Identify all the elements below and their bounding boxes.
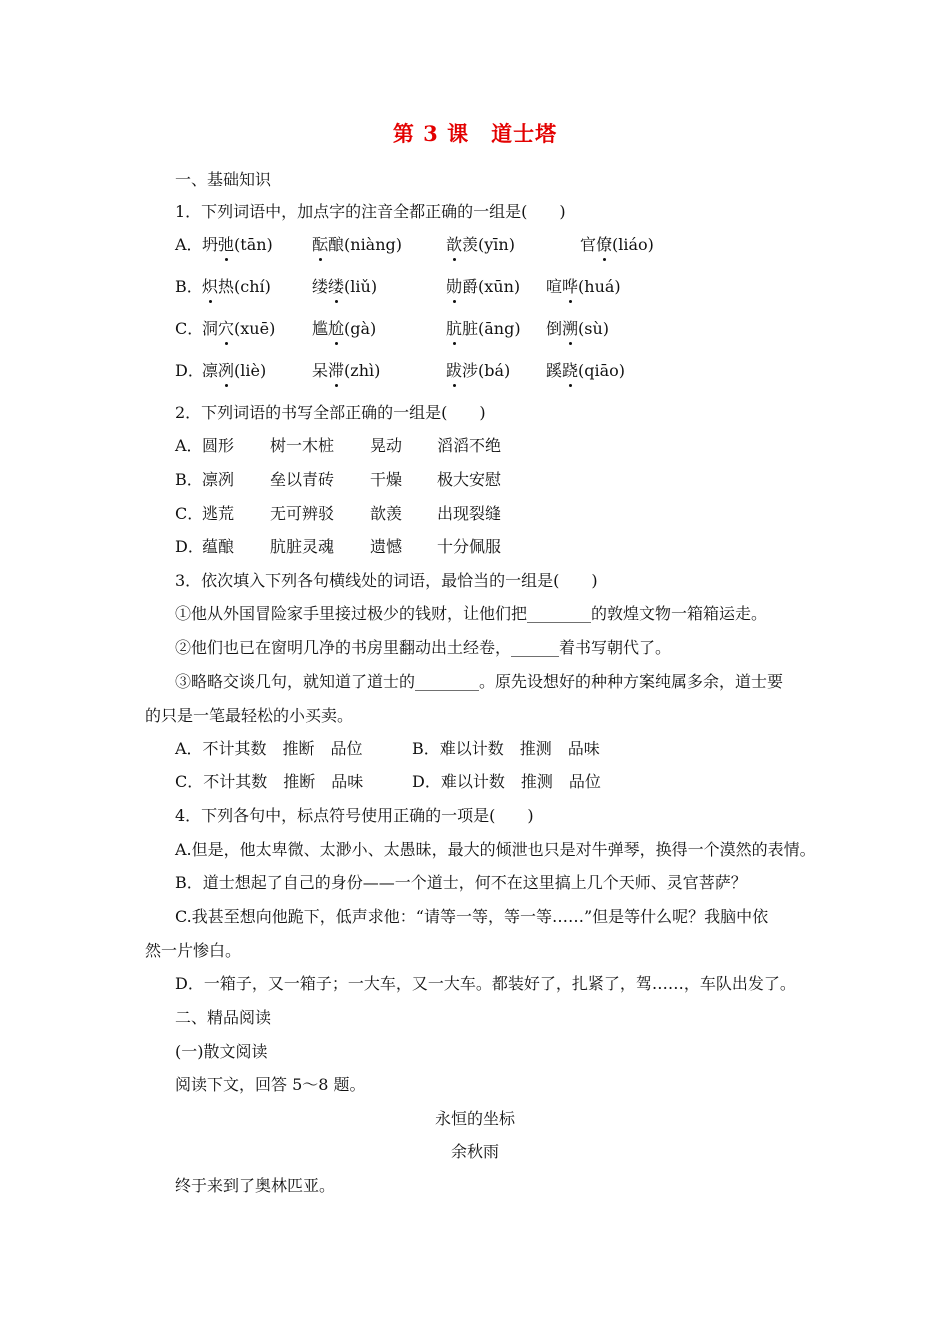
- word: 干燥: [370, 470, 403, 489]
- q3-sentence-3-cont: 的只是一笔最轻松的小买卖。: [145, 706, 354, 725]
- word: 凛冽(liè): [202, 361, 267, 380]
- q4-option-b: B．道士想起了自己的身份——一个道士，何不在这里搞上几个天师、灵官菩萨？: [175, 873, 747, 892]
- option-letter: D．: [175, 361, 204, 380]
- word: 坍弛(tān): [202, 235, 273, 254]
- word: 树一木桩: [270, 436, 335, 455]
- option-letter: B．: [175, 277, 203, 296]
- option-letter: B．: [175, 470, 203, 489]
- word: 歆羡: [370, 504, 403, 523]
- word: 滔滔不绝: [437, 436, 502, 455]
- q3-sentence-3: ③略略交谈几句，就知道了道士的________。原先设想好的种种方案纯属多余，道士要: [175, 672, 784, 691]
- word: 凛冽: [202, 470, 235, 489]
- option-letter: A．: [175, 235, 203, 254]
- q3-option-b: B．难以计数 推测 品味: [412, 739, 600, 758]
- word: 肮脏(āng): [446, 319, 521, 338]
- word: 洞穴(xuē): [202, 319, 276, 338]
- word: 十分佩服: [437, 537, 502, 556]
- reading-instruction: 阅读下文，回答 5～8 题。: [175, 1075, 366, 1094]
- option-letter: C．: [175, 319, 204, 338]
- word: 酝酿(niàng): [312, 235, 403, 254]
- word: 晃动: [370, 436, 403, 455]
- section-heading-reading: 二、精品阅读: [175, 1008, 272, 1027]
- essay-first-line: 终于来到了奥林匹亚。: [175, 1176, 336, 1195]
- word: 勋爵(xūn): [446, 277, 521, 296]
- option-letter: A．: [175, 436, 203, 455]
- word: 蕴酿: [202, 537, 235, 556]
- word: 肮脏灵魂: [270, 537, 335, 556]
- word: 喧哗(huá): [546, 277, 621, 296]
- word: 尴尬(gà): [312, 319, 377, 338]
- word: 呆滞(zhì): [312, 361, 381, 380]
- word: 圆形: [202, 436, 235, 455]
- q3-sentence-2: ②他们也已在窗明几净的书房里翻动出土经卷，______着书写朝代了。: [175, 638, 672, 657]
- essay-title: 永恒的坐标: [434, 1109, 515, 1128]
- word: 遗憾: [370, 537, 403, 556]
- q3-option-a: A．不计其数 推断 品位: [175, 739, 363, 758]
- word: 跋涉(bá): [446, 361, 511, 380]
- word: 官僚(liáo): [580, 235, 654, 254]
- word: 倒溯(sù): [546, 319, 610, 338]
- q4-option-c-cont: 然一片惨白。: [145, 941, 242, 960]
- q4-option-a: A.但是，他太卑微、太渺小、太愚昧，最大的倾泄也只是对牛弹琴，换得一个漠然的表情。: [175, 840, 816, 859]
- word: 垒以青砖: [270, 470, 335, 489]
- word: 极大安慰: [437, 470, 502, 489]
- option-letter: C．: [175, 504, 204, 523]
- question-4-stem: 4．下列各句中，标点符号使用正确的一项是( ): [175, 806, 534, 825]
- q3-sentence-1: ①他从外国冒险家手里接过极少的钱财，让他们把________的敦煌文物一箱箱运走。: [175, 604, 768, 623]
- word: 逃荒: [202, 504, 235, 523]
- option-letter: D．: [175, 537, 204, 556]
- q4-option-d: D．一箱子，又一箱子；一大车，又一大车。都装好了，扎紧了，驾……，车队出发了。: [175, 974, 796, 993]
- word: 无可辨驳: [270, 504, 335, 523]
- word: 蹊跷(qiāo): [546, 361, 626, 380]
- essay-author: 余秋雨: [450, 1142, 499, 1161]
- word: 缕缕(liǔ): [312, 277, 378, 296]
- question-2-stem: 2．下列词语的书写全部正确的一组是( ): [175, 403, 486, 422]
- q3-option-d: D．难以计数 推测 品位: [412, 772, 601, 791]
- word: 歆羡(yīn): [446, 235, 515, 254]
- q4-option-c: C.我甚至想向他跪下，低声求他：“请等一等，等一等……”但是等什么呢？我脑中依: [175, 907, 769, 926]
- page-title: 第 3 课 道士塔: [392, 121, 558, 146]
- q3-option-c: C．不计其数 推断 品味: [175, 772, 364, 791]
- section-heading-basics: 一、基础知识: [175, 170, 272, 189]
- subsection-prose: (一)散文阅读: [175, 1042, 268, 1061]
- word: 出现裂缝: [437, 504, 502, 523]
- question-1-stem: 1．下列词语中，加点字的注音全都正确的一组是( ): [175, 202, 566, 221]
- word: 炽热(chí): [202, 277, 271, 296]
- question-3-stem: 3．依次填入下列各句横线处的词语，最恰当的一组是( ): [175, 571, 598, 590]
